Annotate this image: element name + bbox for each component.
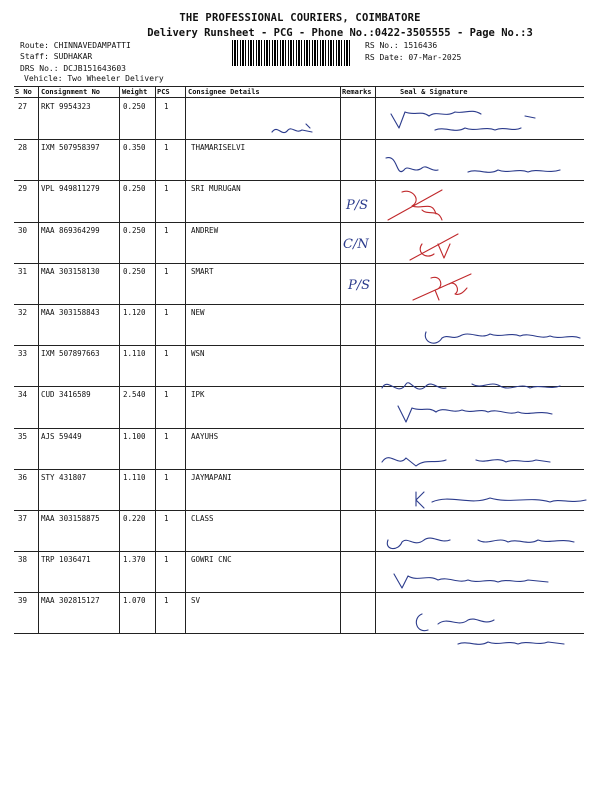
remark-cn: C/N bbox=[343, 237, 369, 252]
rs-number: RS No.: 1516436 bbox=[365, 41, 438, 50]
col-consignment: Consignment No bbox=[41, 88, 101, 96]
row-sno: 35 bbox=[18, 431, 28, 441]
vehicle-label: Vehicle: Two Wheeler Delivery bbox=[24, 74, 164, 83]
row-consignment: MAA 303158843 bbox=[41, 308, 100, 317]
row-consignee: GOWRI CNC bbox=[191, 555, 232, 565]
remark-ps: P/S bbox=[346, 198, 369, 213]
col-remarks: Remarks bbox=[342, 88, 372, 96]
row-consignment: RKT 9954323 bbox=[41, 102, 91, 111]
row-consignment: MAA 303158130 bbox=[41, 266, 100, 276]
row-weight: 0.350 bbox=[123, 143, 146, 153]
row-consignee: JAYMAPANI bbox=[191, 472, 232, 482]
row-consignee: THAMARISELVI bbox=[191, 143, 246, 153]
signature-icon bbox=[388, 566, 568, 596]
remark-ps: P/S bbox=[348, 278, 371, 293]
row-consignee: AAYUHS bbox=[191, 431, 219, 441]
row-divider bbox=[14, 222, 584, 223]
row-consignment: MAA 869364299 bbox=[41, 225, 100, 235]
row-consignee: SRI MURUGAN bbox=[191, 184, 241, 194]
route-label: Route: CHINNAVEDAMPATTI bbox=[20, 41, 131, 50]
table-top-border bbox=[14, 86, 584, 87]
signature-icon bbox=[376, 444, 576, 474]
row-pcs: 1 bbox=[164, 266, 169, 276]
row-sno: 37 bbox=[18, 514, 28, 523]
row-weight: 1.120 bbox=[123, 308, 146, 317]
staff-label: Staff: SUDHAKAR bbox=[20, 52, 93, 61]
row-consignee: CLASS bbox=[191, 514, 214, 523]
row-consignment: CUD 3416589 bbox=[41, 390, 91, 400]
row-sno: 29 bbox=[18, 184, 28, 194]
row-weight: 2.540 bbox=[123, 390, 146, 400]
row-consignment: STY 431807 bbox=[41, 472, 87, 482]
row-pcs: 1 bbox=[164, 596, 169, 606]
row-consignee: IPK bbox=[191, 390, 205, 400]
row-consignment: MAA 302815127 bbox=[41, 596, 100, 606]
row-pcs: 1 bbox=[164, 184, 169, 194]
row-divider bbox=[14, 263, 584, 264]
signature-icon bbox=[410, 484, 595, 514]
signature-icon bbox=[268, 118, 338, 144]
row-sno: 30 bbox=[18, 225, 28, 235]
row-sno: 31 bbox=[18, 266, 28, 276]
row-weight: 0.250 bbox=[123, 225, 146, 235]
row-weight: 1.100 bbox=[123, 431, 146, 441]
row-pcs: 1 bbox=[164, 225, 169, 235]
row-divider bbox=[14, 304, 584, 305]
col-weight: Weight bbox=[122, 88, 148, 96]
row-sno: 38 bbox=[18, 555, 28, 565]
row-pcs: 1 bbox=[164, 431, 169, 441]
col-sno: S No bbox=[15, 88, 32, 96]
row-sno: 36 bbox=[18, 472, 28, 482]
row-sno: 28 bbox=[18, 143, 28, 153]
row-pcs: 1 bbox=[164, 555, 169, 565]
row-consignee: ANDREW bbox=[191, 225, 219, 235]
row-pcs: 1 bbox=[164, 472, 169, 482]
row-weight: 1.110 bbox=[123, 349, 146, 359]
row-weight: 0.220 bbox=[123, 514, 146, 523]
col-pcs: PCS bbox=[157, 88, 170, 96]
row-pcs: 1 bbox=[164, 308, 169, 317]
row-consignee: WSN bbox=[191, 349, 205, 359]
row-weight: 1.110 bbox=[123, 472, 146, 482]
row-sno: 39 bbox=[18, 596, 28, 606]
signature-icon bbox=[420, 318, 590, 352]
row-consignee: SMART bbox=[191, 266, 214, 276]
row-consignment: MAA 303158875 bbox=[41, 514, 100, 523]
row-pcs: 1 bbox=[164, 349, 169, 359]
company-title: THE PROFESSIONAL COURIERS, COIMBATORE bbox=[179, 12, 421, 24]
row-pcs: 1 bbox=[164, 514, 169, 523]
row-consignment: TRP 1036471 bbox=[41, 555, 91, 565]
row-pcs: 1 bbox=[164, 102, 169, 111]
col-consignee: Consignee Details bbox=[188, 88, 260, 96]
row-consignment: IXM 507897663 bbox=[41, 349, 100, 359]
row-consignment: VPL 949811279 bbox=[41, 184, 100, 194]
runsheet-subtitle: Delivery Runsheet - PCG - Phone No.:0422-3505555 - Page No.:3 bbox=[147, 27, 533, 39]
row-consignment: IXM 507958397 bbox=[41, 143, 100, 153]
row-sno: 32 bbox=[18, 308, 28, 317]
row-consignment: AJS 59449 bbox=[41, 431, 82, 441]
row-pcs: 1 bbox=[164, 143, 169, 153]
row-weight: 1.070 bbox=[123, 596, 146, 606]
drs-number: DRS No.: DCJB151643603 bbox=[20, 64, 126, 73]
stamp-mark-icon bbox=[382, 180, 462, 230]
stamp-mark-icon bbox=[405, 262, 485, 307]
signature-icon bbox=[385, 100, 555, 142]
row-weight: 0.250 bbox=[123, 266, 146, 276]
row-weight: 0.250 bbox=[123, 184, 146, 194]
row-consignee: NEW bbox=[191, 308, 205, 317]
signature-icon bbox=[380, 524, 585, 556]
rs-date: RS Date: 07-Mar-2025 bbox=[365, 53, 462, 62]
row-sno: 33 bbox=[18, 349, 28, 359]
barcode-icon bbox=[232, 40, 352, 66]
col-seal-signature: Seal & Signature bbox=[400, 88, 468, 96]
row-sno: 34 bbox=[18, 390, 28, 400]
row-weight: 1.370 bbox=[123, 555, 146, 565]
table-header-border bbox=[14, 97, 584, 98]
signature-icon bbox=[408, 604, 578, 656]
signature-icon bbox=[392, 398, 582, 432]
row-consignee: SV bbox=[191, 596, 201, 606]
row-weight: 0.250 bbox=[123, 102, 146, 111]
row-sno: 27 bbox=[18, 102, 28, 111]
row-pcs: 1 bbox=[164, 390, 169, 400]
